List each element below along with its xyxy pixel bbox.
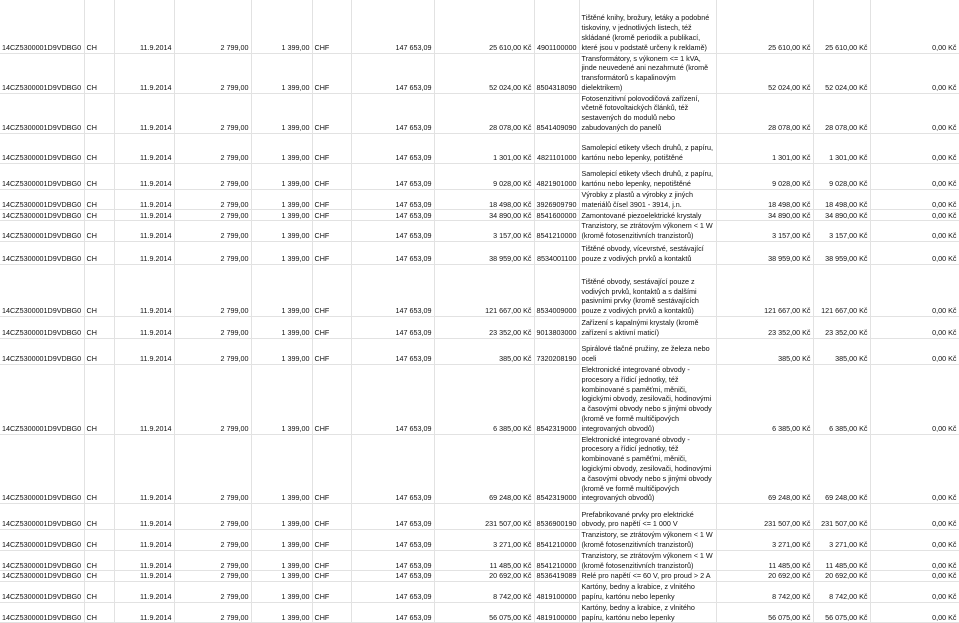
- secondary-quantity-cell: 1 399,00: [251, 189, 312, 210]
- taxable-value-cell: 1 301,00 Kč: [813, 133, 870, 163]
- currency-cell: CHF: [312, 53, 351, 93]
- tariff-code-cell: 4819100000: [534, 602, 579, 623]
- quantity-cell: 2 799,00: [174, 133, 251, 163]
- taxable-value-cell: 3 157,00 Kč: [813, 221, 870, 242]
- statistical-value-cell: 11 485,00 Kč: [716, 550, 813, 571]
- quantity-cell: 2 799,00: [174, 339, 251, 365]
- customs-value-cell: 28 078,00 Kč: [434, 93, 534, 133]
- date-cell: 11.9.2014: [114, 582, 174, 603]
- table-row: [0, 133, 959, 163]
- currency-cell: CHF: [312, 133, 351, 163]
- secondary-quantity-cell: 1 399,00: [251, 242, 312, 265]
- declaration-id-cell: 14CZ5300001D9VDBG0: [0, 530, 84, 551]
- declaration-id-cell: 14CZ5300001D9VDBG0: [0, 434, 84, 504]
- statistical-value-cell: 34 890,00 Kč: [716, 210, 813, 221]
- customs-value-cell: 69 248,00 Kč: [434, 434, 534, 504]
- taxable-value-cell: 34 890,00 Kč: [813, 210, 870, 221]
- statistical-value-cell: 52 024,00 Kč: [716, 53, 813, 93]
- taxable-value-cell: 121 667,00 Kč: [813, 265, 870, 317]
- goods-description-cell: Tranzistory, se ztrátovým výkonem < 1 W (kromě fotosenzitivních tranzistorů): [579, 550, 716, 571]
- taxable-value-cell: 38 959,00 Kč: [813, 242, 870, 265]
- currency-cell: CHF: [312, 571, 351, 582]
- quantity-cell: 2 799,00: [174, 210, 251, 221]
- goods-description-cell: Relé pro napětí <= 60 V, pro proud > 2 A: [579, 571, 716, 582]
- duty-amount-cell: 0,00 Kč: [870, 504, 959, 530]
- table-row: [0, 210, 959, 221]
- currency-cell: CHF: [312, 93, 351, 133]
- taxable-value-cell: 231 507,00 Kč: [813, 504, 870, 530]
- statistical-value-cell: 20 692,00 Kč: [716, 571, 813, 582]
- declaration-id-cell: 14CZ5300001D9VDBG0: [0, 571, 84, 582]
- statistical-value-cell: 3 157,00 Kč: [716, 221, 813, 242]
- taxable-value-cell: 28 078,00 Kč: [813, 93, 870, 133]
- country-cell: CH: [84, 53, 114, 93]
- country-cell: CH: [84, 189, 114, 210]
- goods-description-cell: Tranzistory, se ztrátovým výkonem < 1 W (kromě fotosenzitivních tranzistorů): [579, 221, 716, 242]
- table-row: [0, 189, 959, 210]
- tariff-code-cell: 8542319000: [534, 365, 579, 435]
- tariff-code-cell: 4821101000: [534, 133, 579, 163]
- duty-amount-cell: 0,00 Kč: [870, 0, 959, 53]
- customs-value-cell: 3 271,00 Kč: [434, 530, 534, 551]
- currency-cell: CHF: [312, 434, 351, 504]
- secondary-quantity-cell: 1 399,00: [251, 602, 312, 623]
- customs-value-cell: 25 610,00 Kč: [434, 0, 534, 53]
- statistical-value-cell: 23 352,00 Kč: [716, 317, 813, 339]
- quantity-cell: 2 799,00: [174, 571, 251, 582]
- table-row: [0, 242, 959, 265]
- tariff-code-cell: 4819100000: [534, 582, 579, 603]
- table-row: [0, 53, 959, 93]
- currency-cell: CHF: [312, 242, 351, 265]
- date-cell: 11.9.2014: [114, 189, 174, 210]
- country-cell: CH: [84, 571, 114, 582]
- invoice-amount-cell: 147 653,09: [351, 582, 434, 603]
- table-row: [0, 339, 959, 365]
- statistical-value-cell: 9 028,00 Kč: [716, 163, 813, 189]
- customs-value-cell: 6 385,00 Kč: [434, 365, 534, 435]
- taxable-value-cell: 20 692,00 Kč: [813, 571, 870, 582]
- currency-cell: CHF: [312, 339, 351, 365]
- tariff-code-cell: 8542319000: [534, 434, 579, 504]
- duty-amount-cell: 0,00 Kč: [870, 317, 959, 339]
- goods-description-cell: Zařízení s kapalnými krystaly (kromě zařízení s aktivní maticí): [579, 317, 716, 339]
- customs-value-cell: 385,00 Kč: [434, 339, 534, 365]
- secondary-quantity-cell: 1 399,00: [251, 265, 312, 317]
- customs-value-cell: 3 157,00 Kč: [434, 221, 534, 242]
- goods-description-cell: Výrobky z plastů a výrobky z jiných materiálů čísel 3901 - 3914, j.n.: [579, 189, 716, 210]
- secondary-quantity-cell: 1 399,00: [251, 133, 312, 163]
- currency-cell: CHF: [312, 0, 351, 53]
- date-cell: 11.9.2014: [114, 434, 174, 504]
- duty-amount-cell: 0,00 Kč: [870, 221, 959, 242]
- customs-value-cell: 11 485,00 Kč: [434, 550, 534, 571]
- secondary-quantity-cell: 1 399,00: [251, 339, 312, 365]
- taxable-value-cell: 18 498,00 Kč: [813, 189, 870, 210]
- table-row: [0, 221, 959, 242]
- tariff-code-cell: 8541210000: [534, 550, 579, 571]
- country-cell: CH: [84, 221, 114, 242]
- tariff-code-cell: 8504318090: [534, 53, 579, 93]
- tariff-code-cell: 8536900190: [534, 504, 579, 530]
- quantity-cell: 2 799,00: [174, 434, 251, 504]
- country-cell: CH: [84, 317, 114, 339]
- statistical-value-cell: 231 507,00 Kč: [716, 504, 813, 530]
- quantity-cell: 2 799,00: [174, 163, 251, 189]
- statistical-value-cell: 28 078,00 Kč: [716, 93, 813, 133]
- duty-amount-cell: 0,00 Kč: [870, 550, 959, 571]
- duty-amount-cell: 0,00 Kč: [870, 53, 959, 93]
- invoice-amount-cell: 147 653,09: [351, 242, 434, 265]
- quantity-cell: 2 799,00: [174, 265, 251, 317]
- duty-amount-cell: 0,00 Kč: [870, 133, 959, 163]
- date-cell: 11.9.2014: [114, 504, 174, 530]
- invoice-amount-cell: 147 653,09: [351, 530, 434, 551]
- invoice-amount-cell: 147 653,09: [351, 550, 434, 571]
- table-row: [0, 93, 959, 133]
- quantity-cell: 2 799,00: [174, 602, 251, 623]
- declaration-id-cell: 14CZ5300001D9VDBG0: [0, 53, 84, 93]
- tariff-code-cell: 8534009000: [534, 265, 579, 317]
- goods-description-cell: Elektronické integrované obvody - procesory a řídicí jednotky, též kombinované s paměťmi, měniči, logickými obvody, zesilovači, hodinovými a časovými obvody nebo s jinými obvody (kromě ve formě multičipových integrovaných obvodů): [579, 434, 716, 504]
- declaration-id-cell: 14CZ5300001D9VDBG0: [0, 602, 84, 623]
- date-cell: 11.9.2014: [114, 265, 174, 317]
- invoice-amount-cell: 147 653,09: [351, 434, 434, 504]
- customs-value-cell: 52 024,00 Kč: [434, 53, 534, 93]
- date-cell: 11.9.2014: [114, 339, 174, 365]
- country-cell: CH: [84, 265, 114, 317]
- taxable-value-cell: 11 485,00 Kč: [813, 550, 870, 571]
- country-cell: CH: [84, 339, 114, 365]
- declaration-id-cell: 14CZ5300001D9VDBG0: [0, 265, 84, 317]
- currency-cell: CHF: [312, 530, 351, 551]
- declaration-id-cell: 14CZ5300001D9VDBG0: [0, 0, 84, 53]
- invoice-amount-cell: 147 653,09: [351, 189, 434, 210]
- customs-value-cell: 56 075,00 Kč: [434, 602, 534, 623]
- declaration-id-cell: 14CZ5300001D9VDBG0: [0, 221, 84, 242]
- duty-amount-cell: 0,00 Kč: [870, 365, 959, 435]
- tariff-code-cell: 4821901000: [534, 163, 579, 189]
- customs-value-cell: 231 507,00 Kč: [434, 504, 534, 530]
- quantity-cell: 2 799,00: [174, 582, 251, 603]
- tariff-code-cell: 4901100000: [534, 0, 579, 53]
- customs-value-cell: 8 742,00 Kč: [434, 582, 534, 603]
- invoice-amount-cell: 147 653,09: [351, 339, 434, 365]
- invoice-amount-cell: 147 653,09: [351, 317, 434, 339]
- taxable-value-cell: 8 742,00 Kč: [813, 582, 870, 603]
- date-cell: 11.9.2014: [114, 571, 174, 582]
- tariff-code-cell: 8536419089: [534, 571, 579, 582]
- secondary-quantity-cell: 1 399,00: [251, 53, 312, 93]
- country-cell: CH: [84, 210, 114, 221]
- quantity-cell: 2 799,00: [174, 317, 251, 339]
- country-cell: CH: [84, 550, 114, 571]
- currency-cell: CHF: [312, 163, 351, 189]
- goods-description-cell: Fotosenzitivní polovodičová zařízení, včetně fotovoltaických článků, též sestavených do modulů nebo zabudovaných do panelů: [579, 93, 716, 133]
- currency-cell: CHF: [312, 189, 351, 210]
- secondary-quantity-cell: 1 399,00: [251, 93, 312, 133]
- goods-description-cell: Samolepicí etikety všech druhů, z papíru, kartónu nebo lepenky, nepotištěné: [579, 163, 716, 189]
- customs-value-cell: 38 959,00 Kč: [434, 242, 534, 265]
- goods-description-cell: Tištěné knihy, brožury, letáky a podobné tiskoviny, v jednotlivých listech, též skládané (kromě periodik a publikací, které jsou v podstatě určeny k reklamě): [579, 0, 716, 53]
- declaration-id-cell: 14CZ5300001D9VDBG0: [0, 133, 84, 163]
- quantity-cell: 2 799,00: [174, 93, 251, 133]
- table-row: [0, 163, 959, 189]
- statistical-value-cell: 3 271,00 Kč: [716, 530, 813, 551]
- goods-description-cell: Kartóny, bedny a krabice, z vlnitého papíru, kartónu nebo lepenky: [579, 582, 716, 603]
- duty-amount-cell: 0,00 Kč: [870, 189, 959, 210]
- secondary-quantity-cell: 1 399,00: [251, 210, 312, 221]
- duty-amount-cell: 0,00 Kč: [870, 530, 959, 551]
- currency-cell: CHF: [312, 550, 351, 571]
- duty-amount-cell: 0,00 Kč: [870, 339, 959, 365]
- declaration-id-cell: 14CZ5300001D9VDBG0: [0, 550, 84, 571]
- secondary-quantity-cell: 1 399,00: [251, 550, 312, 571]
- table-row: [0, 434, 959, 504]
- secondary-quantity-cell: 1 399,00: [251, 434, 312, 504]
- goods-description-cell: Samolepicí etikety všech druhů, z papíru, kartónu nebo lepenky, potištěné: [579, 133, 716, 163]
- taxable-value-cell: 3 271,00 Kč: [813, 530, 870, 551]
- table-row: [0, 571, 959, 582]
- statistical-value-cell: 25 610,00 Kč: [716, 0, 813, 53]
- goods-description-cell: Prefabrikované prvky pro elektrické obvody, pro napětí <= 1 000 V: [579, 504, 716, 530]
- taxable-value-cell: 9 028,00 Kč: [813, 163, 870, 189]
- currency-cell: CHF: [312, 365, 351, 435]
- table-row: [0, 317, 959, 339]
- country-cell: CH: [84, 133, 114, 163]
- taxable-value-cell: 69 248,00 Kč: [813, 434, 870, 504]
- country-cell: CH: [84, 434, 114, 504]
- table-row: [0, 504, 959, 530]
- country-cell: CH: [84, 0, 114, 53]
- goods-description-cell: Kartóny, bedny a krabice, z vlnitého papíru, kartónu nebo lepenky: [579, 602, 716, 623]
- date-cell: 11.9.2014: [114, 221, 174, 242]
- taxable-value-cell: 23 352,00 Kč: [813, 317, 870, 339]
- quantity-cell: 2 799,00: [174, 530, 251, 551]
- duty-amount-cell: 0,00 Kč: [870, 242, 959, 265]
- statistical-value-cell: 56 075,00 Kč: [716, 602, 813, 623]
- secondary-quantity-cell: 1 399,00: [251, 582, 312, 603]
- customs-value-cell: 18 498,00 Kč: [434, 189, 534, 210]
- date-cell: 11.9.2014: [114, 365, 174, 435]
- table-row: [0, 365, 959, 435]
- customs-value-cell: 23 352,00 Kč: [434, 317, 534, 339]
- taxable-value-cell: 52 024,00 Kč: [813, 53, 870, 93]
- goods-description-cell: Zamontované piezoelektrické krystaly: [579, 210, 716, 221]
- secondary-quantity-cell: 1 399,00: [251, 0, 312, 53]
- customs-value-cell: 121 667,00 Kč: [434, 265, 534, 317]
- date-cell: 11.9.2014: [114, 530, 174, 551]
- taxable-value-cell: 6 385,00 Kč: [813, 365, 870, 435]
- quantity-cell: 2 799,00: [174, 221, 251, 242]
- secondary-quantity-cell: 1 399,00: [251, 530, 312, 551]
- statistical-value-cell: 8 742,00 Kč: [716, 582, 813, 603]
- invoice-amount-cell: 147 653,09: [351, 221, 434, 242]
- statistical-value-cell: 38 959,00 Kč: [716, 242, 813, 265]
- invoice-amount-cell: 147 653,09: [351, 504, 434, 530]
- currency-cell: CHF: [312, 210, 351, 221]
- taxable-value-cell: 25 610,00 Kč: [813, 0, 870, 53]
- duty-amount-cell: 0,00 Kč: [870, 265, 959, 317]
- currency-cell: CHF: [312, 221, 351, 242]
- statistical-value-cell: 69 248,00 Kč: [716, 434, 813, 504]
- quantity-cell: 2 799,00: [174, 189, 251, 210]
- tariff-code-cell: 7320208190: [534, 339, 579, 365]
- duty-amount-cell: 0,00 Kč: [870, 210, 959, 221]
- country-cell: CH: [84, 602, 114, 623]
- table-row: [0, 0, 959, 53]
- country-cell: CH: [84, 582, 114, 603]
- table-row: [0, 265, 959, 317]
- quantity-cell: 2 799,00: [174, 504, 251, 530]
- statistical-value-cell: 6 385,00 Kč: [716, 365, 813, 435]
- date-cell: 11.9.2014: [114, 133, 174, 163]
- declaration-id-cell: 14CZ5300001D9VDBG0: [0, 163, 84, 189]
- secondary-quantity-cell: 1 399,00: [251, 365, 312, 435]
- duty-amount-cell: 0,00 Kč: [870, 434, 959, 504]
- goods-description-cell: Tištěné obvody, vícevrstvé, sestávající pouze z vodivých prvků a kontaktů: [579, 242, 716, 265]
- statistical-value-cell: 18 498,00 Kč: [716, 189, 813, 210]
- declaration-id-cell: 14CZ5300001D9VDBG0: [0, 504, 84, 530]
- invoice-amount-cell: 147 653,09: [351, 365, 434, 435]
- date-cell: 11.9.2014: [114, 317, 174, 339]
- invoice-amount-cell: 147 653,09: [351, 210, 434, 221]
- table-row: [0, 602, 959, 623]
- country-cell: CH: [84, 163, 114, 189]
- declaration-id-cell: 14CZ5300001D9VDBG0: [0, 365, 84, 435]
- declaration-id-cell: 14CZ5300001D9VDBG0: [0, 582, 84, 603]
- quantity-cell: 2 799,00: [174, 550, 251, 571]
- country-cell: CH: [84, 504, 114, 530]
- country-cell: CH: [84, 530, 114, 551]
- country-cell: CH: [84, 242, 114, 265]
- customs-value-cell: 9 028,00 Kč: [434, 163, 534, 189]
- statistical-value-cell: 1 301,00 Kč: [716, 133, 813, 163]
- taxable-value-cell: 385,00 Kč: [813, 339, 870, 365]
- currency-cell: CHF: [312, 317, 351, 339]
- currency-cell: CHF: [312, 582, 351, 603]
- goods-description-cell: Tranzistory, se ztrátovým výkonem < 1 W (kromě fotosenzitivních tranzistorů): [579, 530, 716, 551]
- invoice-amount-cell: 147 653,09: [351, 163, 434, 189]
- invoice-amount-cell: 147 653,09: [351, 0, 434, 53]
- invoice-amount-cell: 147 653,09: [351, 93, 434, 133]
- customs-value-cell: 1 301,00 Kč: [434, 133, 534, 163]
- declaration-id-cell: 14CZ5300001D9VDBG0: [0, 210, 84, 221]
- declaration-id-cell: 14CZ5300001D9VDBG0: [0, 93, 84, 133]
- currency-cell: CHF: [312, 504, 351, 530]
- declaration-id-cell: 14CZ5300001D9VDBG0: [0, 317, 84, 339]
- customs-value-cell: 34 890,00 Kč: [434, 210, 534, 221]
- tariff-code-cell: 9013803000: [534, 317, 579, 339]
- tariff-code-cell: 8541600000: [534, 210, 579, 221]
- secondary-quantity-cell: 1 399,00: [251, 221, 312, 242]
- country-cell: CH: [84, 365, 114, 435]
- declaration-id-cell: 14CZ5300001D9VDBG0: [0, 242, 84, 265]
- duty-amount-cell: 0,00 Kč: [870, 582, 959, 603]
- invoice-amount-cell: 147 653,09: [351, 571, 434, 582]
- secondary-quantity-cell: 1 399,00: [251, 504, 312, 530]
- declaration-id-cell: 14CZ5300001D9VDBG0: [0, 189, 84, 210]
- goods-description-cell: Spirálové tlačné pružiny, ze železa nebo oceli: [579, 339, 716, 365]
- customs-value-cell: 20 692,00 Kč: [434, 571, 534, 582]
- date-cell: 11.9.2014: [114, 210, 174, 221]
- invoice-amount-cell: 147 653,09: [351, 133, 434, 163]
- currency-cell: CHF: [312, 602, 351, 623]
- tariff-code-cell: 8541409090: [534, 93, 579, 133]
- duty-amount-cell: 0,00 Kč: [870, 163, 959, 189]
- goods-description-cell: Elektronické integrované obvody - procesory a řídicí jednotky, též kombinované s paměťmi, měniči, logickými obvody, zesilovači, hodinovými a časovými obvody nebo s jinými obvody (kromě ve formě multičipových integrovaných obvodů): [579, 365, 716, 435]
- invoice-amount-cell: 147 653,09: [351, 265, 434, 317]
- date-cell: 11.9.2014: [114, 163, 174, 189]
- tariff-code-cell: 8534001100: [534, 242, 579, 265]
- date-cell: 11.9.2014: [114, 602, 174, 623]
- tariff-code-cell: 3926909790: [534, 189, 579, 210]
- duty-amount-cell: 0,00 Kč: [870, 93, 959, 133]
- date-cell: 11.9.2014: [114, 550, 174, 571]
- secondary-quantity-cell: 1 399,00: [251, 163, 312, 189]
- secondary-quantity-cell: 1 399,00: [251, 571, 312, 582]
- declaration-id-cell: 14CZ5300001D9VDBG0: [0, 339, 84, 365]
- duty-amount-cell: 0,00 Kč: [870, 602, 959, 623]
- duty-amount-cell: 0,00 Kč: [870, 571, 959, 582]
- date-cell: 11.9.2014: [114, 242, 174, 265]
- statistical-value-cell: 121 667,00 Kč: [716, 265, 813, 317]
- statistical-value-cell: 385,00 Kč: [716, 339, 813, 365]
- invoice-amount-cell: 147 653,09: [351, 602, 434, 623]
- currency-cell: CHF: [312, 265, 351, 317]
- secondary-quantity-cell: 1 399,00: [251, 317, 312, 339]
- taxable-value-cell: 56 075,00 Kč: [813, 602, 870, 623]
- country-cell: CH: [84, 93, 114, 133]
- date-cell: 11.9.2014: [114, 53, 174, 93]
- quantity-cell: 2 799,00: [174, 365, 251, 435]
- quantity-cell: 2 799,00: [174, 242, 251, 265]
- invoice-amount-cell: 147 653,09: [351, 53, 434, 93]
- table-row: [0, 530, 959, 551]
- date-cell: 11.9.2014: [114, 0, 174, 53]
- quantity-cell: 2 799,00: [174, 53, 251, 93]
- goods-description-cell: Transformátory, s výkonem <= 1 kVA, jinde neuvedené ani nezahrnuté (kromě transformátorů s kapalinovým dielektrikem): [579, 53, 716, 93]
- tariff-code-cell: 8541210000: [534, 221, 579, 242]
- quantity-cell: 2 799,00: [174, 0, 251, 53]
- table-row: [0, 582, 959, 603]
- goods-description-cell: Tištěné obvody, sestávající pouze z vodivých prvků, kontaktů a s dalšími pasivními prvky (kromě sestávajících pouze z vodivých prvků a kontaktů): [579, 265, 716, 317]
- tariff-code-cell: 8541210000: [534, 530, 579, 551]
- date-cell: 11.9.2014: [114, 93, 174, 133]
